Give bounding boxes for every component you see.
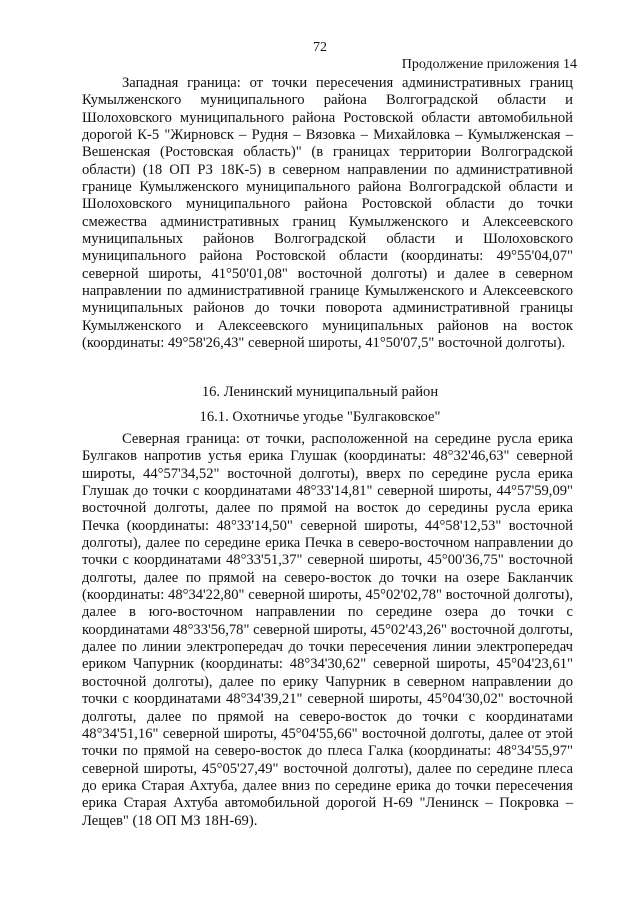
western-border-section	[82, 75, 573, 353]
northern-border-paragraph: Северная граница: от точки, расположенной на середине русла ерика Булгаков напротив устья ерика Глушак (координаты: 48°32'46,63" северной широты, 44°57'34,52" восточной долготы), вверх по середине русла ерика Глушак до точки с координатами 48°33'14,81" северной широты, 44°57'59,09" восточной долготы, далее по прямой на восток до середины русла ерика Печка (координаты: 48°33'14,50" северной широты, 44°58'12,53" восточной долготы), далее по середине ерика Печка в северо-восточном направлении до точки с координатами 48°33'51,37" северной широты, 45°00'36,75" восточной долготы, далее по прямой на северо-восток до точки на озере Бакланчик (координаты: 48°34'22,80" северной широты, 45°02'02,78" восточной долготы), далее в юго-восточном направлении по середине озера до точки с координатами 48°33'56,78" северной широты, 45°02'43,26" восточной долготы, далее по линии электропередач до точки пересечения линии электропередач ериком Чапурник (координаты: 48°34'30,62" северной широты, 45°04'23,61" восточной долготы), далее по ерику Чапурник в северном направлении до точки с координатами 48°34'39,21" северной широты, 45°04'30,02" восточной долготы, далее по прямой на северо-восток до точки с координатами 48°34'51,16" северной широты, 45°04'55,66" восточной долготы, далее от этой точки по прямой на северо-восток до плеса Галка (координаты: 48°34'55,97" северной широты, 45°05'27,49" восточной долготы), далее по середине плеса до ерика Старая Ахтуба, далее вниз по середине ерика до точки пересечения ерика Старая Ахтуба автомобильной дорогой Н-69 "Ленинск – Покровка – Лещев" (18 ОП МЗ 18Н-69).	[82, 431, 573, 829]
northern-border-section	[82, 431, 573, 830]
page-number: 72	[313, 40, 327, 55]
appendix-continuation-note: Продолжение приложения 14	[401, 57, 577, 72]
western-border-paragraph: Западная граница: от точки пересечения административных границ Кумылженского муниципального района Волгоградской области и Шолоховского муниципального района Ростовской области автомобильной дорогой К-5 "Жирновск – Рудня – Вязовка – Михайловка – Кумылженская – Вешенская (Ростовская область)" (в границах территории Волгоградской области) (18 ОП РЗ 18К-5) в северном направлении по административной границе Кумылженского муниципального района Волгоградской области и Шолоховского муниципального района Ростовской области до точки смежества административных границ Кумылженского и Алексеевского муниципальных районов Волгоградской области и Шолоховского муниципального района Ростовской области (координаты: 49°55'04,07" северной широты, 41°50'01,08" восточной долготы) и далее в северном направлении по административной границе Кумылженского и Алексеевского муниципальных районов до точки поворота административной границы Кумылженского и Алексеевского муниципальных районов на восток (координаты: 49°58'26,43" северной широты, 41°50'07,5" восточной долготы).	[82, 75, 573, 352]
district-heading: 16. Ленинский муниципальный район	[201, 384, 439, 400]
hunting-ground-heading: 16.1. Охотничье угодье "Булгаковское"	[199, 409, 441, 425]
